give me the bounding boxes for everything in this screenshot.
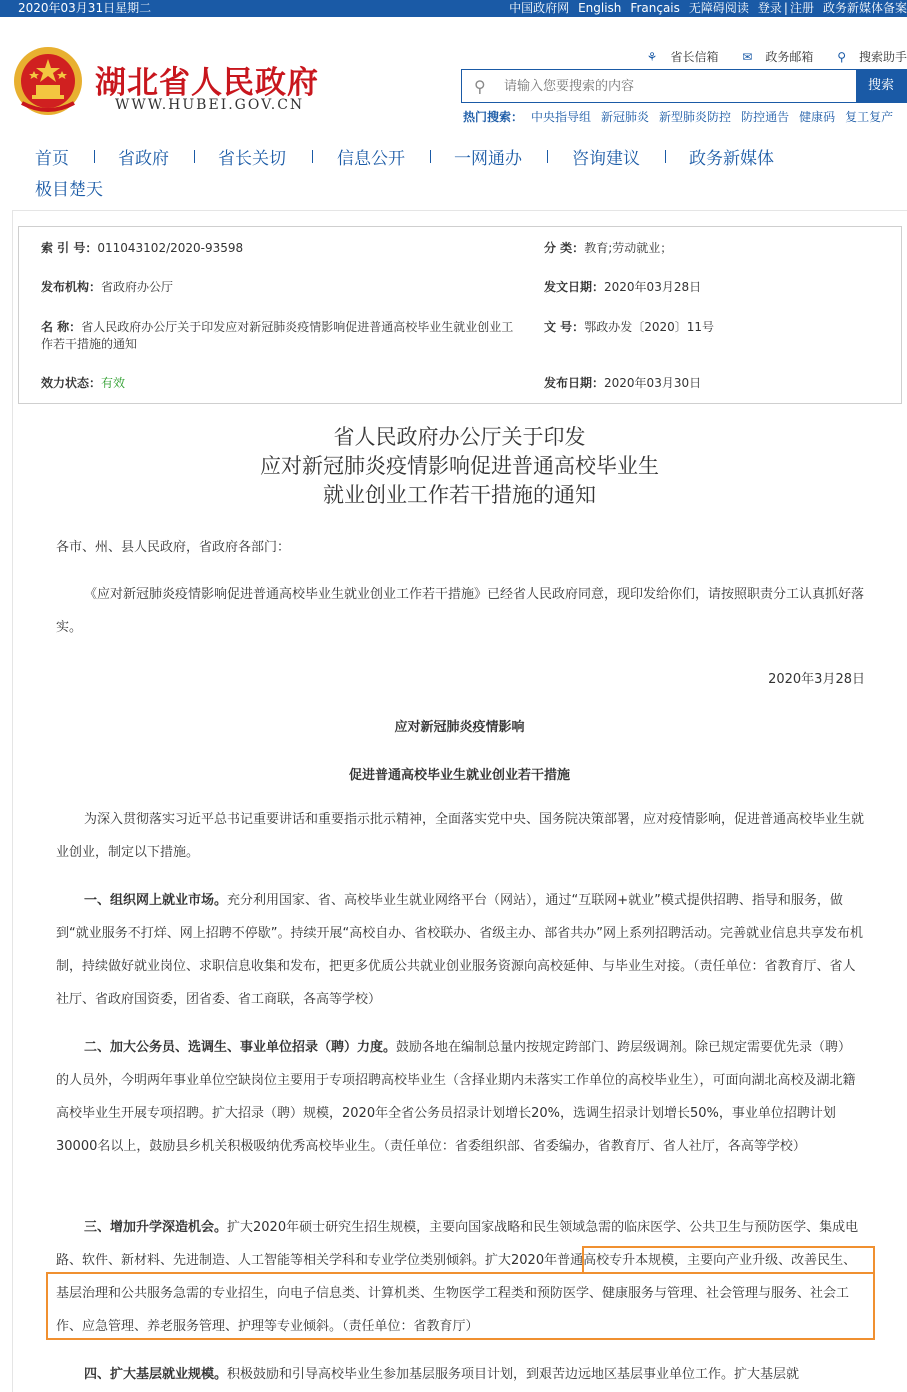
- meta-publisher: 发布机构：省政府办公厅: [41, 280, 174, 294]
- section-4-heading: 四、扩大基层就业规模。: [84, 1367, 228, 1382]
- preamble-paragraph: 为深入贯彻落实习近平总书记重要讲话和重要指示批示精神，全面落实党中央、国务院决策部署，应对疫情影响，促进普通高校毕业生就业创业，制定以下措施。: [56, 812, 865, 860]
- current-date: 2020年03月31日星期二: [18, 1, 152, 15]
- section-3-heading: 三、增加升学深造机会。: [84, 1220, 228, 1235]
- meta-publish-date: 发布日期：2020年03月30日: [544, 376, 702, 390]
- site-header: [0, 17, 907, 132]
- search-input[interactable]: [504, 71, 854, 101]
- search-icon: ⚲: [837, 50, 846, 64]
- subtitle-1: 应对新冠肺炎疫情影响: [394, 720, 525, 735]
- top-links: [500, 0, 907, 17]
- governor-mailbox-link[interactable]: ⚘ 省长信箱: [646, 50, 719, 64]
- section-1-heading: 一、组织网上就业市场。: [84, 893, 228, 908]
- nav-consult[interactable]: 咨询建议: [572, 149, 640, 169]
- highlighted-text: 扩大2020年普通高校专升本规模，主要向产业升级、改善民生、基层治理和公共服务急需的专业招生，向电子信息类、计算机类、生物医学工程类和预防医学、健康服务与管理、社会管理与服务、社会工作、应急管理、养老服务管理、护理等专业倾斜。（责任单位：省教育厅）: [56, 1253, 857, 1334]
- meta-doc-number: 文 号：鄂政办发〔2020〕11号: [544, 320, 714, 334]
- gov-mailbox-link[interactable]: ✉ 政务邮箱: [742, 50, 814, 64]
- link-english[interactable]: English: [578, 1, 622, 15]
- search-button[interactable]: 搜索: [856, 70, 906, 102]
- site-url: WWW.HUBEI.GOV.CN: [115, 97, 305, 113]
- section-1-paragraph: 一、组织网上就业市场。充分利用国家、省、高校毕业生就业网络平台（网站），通过“互联网+就业”模式提供招聘、指导和服务，做到“就业服务不打烊、网上招聘不停歇”。持续开展“高校自办、省校联办、省级主办、部省共办”网上系列招聘活动。完善就业信息共享发布机制，持续做好就业岗位、求职信息收集和发布，把更多优质公共就业创业服务资源向高校延伸、与毕业生对接。（责任单位：省教育厅、省人社厅、省政府国资委，团省委、省工商联，各高等学校）: [56, 893, 863, 1007]
- hot-search-item[interactable]: 防控通告: [741, 110, 790, 124]
- status-badge: 有效: [101, 376, 126, 390]
- hot-search-item[interactable]: 健康码: [799, 110, 836, 124]
- nav-jimu-chutian[interactable]: 极目楚天: [35, 180, 103, 200]
- link-register[interactable]: 注册: [789, 1, 814, 15]
- hot-search-item[interactable]: 新冠肺炎: [601, 110, 650, 124]
- nav-divider: [665, 150, 666, 163]
- main-nav: [0, 140, 907, 202]
- nav-province-gov[interactable]: 省政府: [118, 149, 169, 169]
- document-date: 2020年3月28日: [768, 672, 865, 687]
- nav-divider: [312, 150, 313, 163]
- meta-name: 名 称：省人民政府办公厅关于印发应对新冠肺炎疫情影响促进普通高校毕业生就业创业工作若干措施的通知: [41, 320, 514, 351]
- mail-icon: ✉: [742, 50, 753, 64]
- section-3-paragraph: 三、增加升学深造机会。扩大2020年硕士研究生招生规模，主要向国家战略和民生领域急需的临床医学、公共卫生与预防医学、集成电路、软件、新材料、先进制造、人工智能等相关学科和专业学位类别倾斜。扩大2020年普通高校专升本规模，主要向产业升级、改善民生、基层治理和公共服务急需的专业招生，向电子信息类、计算机类、生物医学工程类和预防医学、健康服务与管理、社会管理与服务、社会工作、应急管理、养老服务管理、护理等专业倾斜。（责任单位：省教育厅）: [56, 1220, 859, 1334]
- nav-divider: [194, 150, 195, 163]
- handshake-icon: ⚘: [646, 50, 658, 64]
- nav-info-disclosure[interactable]: 信息公开: [337, 149, 405, 169]
- search-helper-link[interactable]: ⚲ 搜索助手: [837, 50, 907, 64]
- nav-divider: [430, 150, 431, 163]
- meta-index: 索 引 号：011043102/2020-93598: [41, 241, 244, 255]
- nav-divider: [94, 150, 95, 163]
- hot-search: [463, 108, 903, 125]
- hot-search-item[interactable]: 复工复产: [845, 110, 894, 124]
- link-accessible[interactable]: 无障碍阅读: [688, 1, 749, 15]
- document-title: 省人民政府办公厅关于印发 应对新冠肺炎疫情影响促进普通高校毕业生 就业创业工作若干措施的通知: [260, 425, 659, 507]
- nav-new-media[interactable]: 政务新媒体: [689, 149, 774, 169]
- quick-links: [627, 48, 907, 65]
- link-francais[interactable]: Français: [630, 1, 680, 15]
- nav-online-service[interactable]: 一网通办: [454, 149, 522, 169]
- subtitle-2: 促进普通高校毕业生就业创业若干措施: [348, 768, 570, 783]
- intro-paragraph: 《应对新冠肺炎疫情影响促进普通高校毕业生就业创业工作若干措施》已经省人民政府同意，现印发给你们，请按照职责分工认真抓好落实。: [56, 587, 865, 635]
- national-emblem-icon: [12, 45, 84, 117]
- hot-search-label: 热门搜索：: [463, 110, 524, 124]
- hot-search-item[interactable]: 中央指导组: [531, 110, 592, 124]
- nav-divider: [547, 150, 548, 163]
- link-gov-cn[interactable]: 中国政府网: [509, 1, 570, 15]
- link-separator: |: [783, 1, 788, 15]
- section-2-heading: 二、加大公务员、选调生、事业单位招录（聘）力度。: [84, 1040, 397, 1055]
- nav-home[interactable]: 首页: [35, 149, 69, 169]
- top-bar: [0, 0, 907, 17]
- link-login[interactable]: 登录: [757, 1, 782, 15]
- search-icon: ⚲: [474, 77, 486, 96]
- meta-category: 分 类：教育;劳动就业；: [544, 241, 673, 255]
- site-title[interactable]: 湖北省人民政府: [95, 65, 319, 101]
- nav-governor-concerns[interactable]: 省长关切: [218, 149, 286, 169]
- meta-issue-date: 发文日期：2020年03月28日: [544, 280, 702, 294]
- salutation: 各市、州、县人民政府，省政府各部门：: [56, 540, 291, 555]
- link-new-media[interactable]: 政务新媒体备案: [822, 1, 907, 15]
- section-4-paragraph: 四、扩大基层就业规模。积极鼓励和引导高校毕业生参加基层服务项目计划，到艰苦边远地区基层事业单位工作。扩大基层就: [84, 1367, 800, 1382]
- search-box: [461, 69, 907, 103]
- meta-status: 效力状态：有效: [41, 376, 126, 390]
- hot-search-item[interactable]: 新型肺炎防控: [659, 110, 732, 124]
- section-2-paragraph: 二、加大公务员、选调生、事业单位招录（聘）力度。鼓励各地在编制总量内按规定跨部门、跨层级调剂。除已规定需要优先录（聘）的人员外，今明两年事业单位空缺岗位主要用于专项招聘高校毕业生（含择业期内未落实工作单位的高校毕业生），可面向湖北高校及湖北籍高校毕业生开展专项招聘。扩大招录（聘）规模，2020年全省公务员招录计划增长20%，选调生招录计划增长50%，事业单位招聘计划30000名以上，鼓励县乡机关积极吸纳优秀高校毕业生。（责任单位：省委组织部、省委编办，省教育厅、省人社厅，各高等学校）: [56, 1040, 856, 1154]
- document-meta-box: [18, 226, 902, 404]
